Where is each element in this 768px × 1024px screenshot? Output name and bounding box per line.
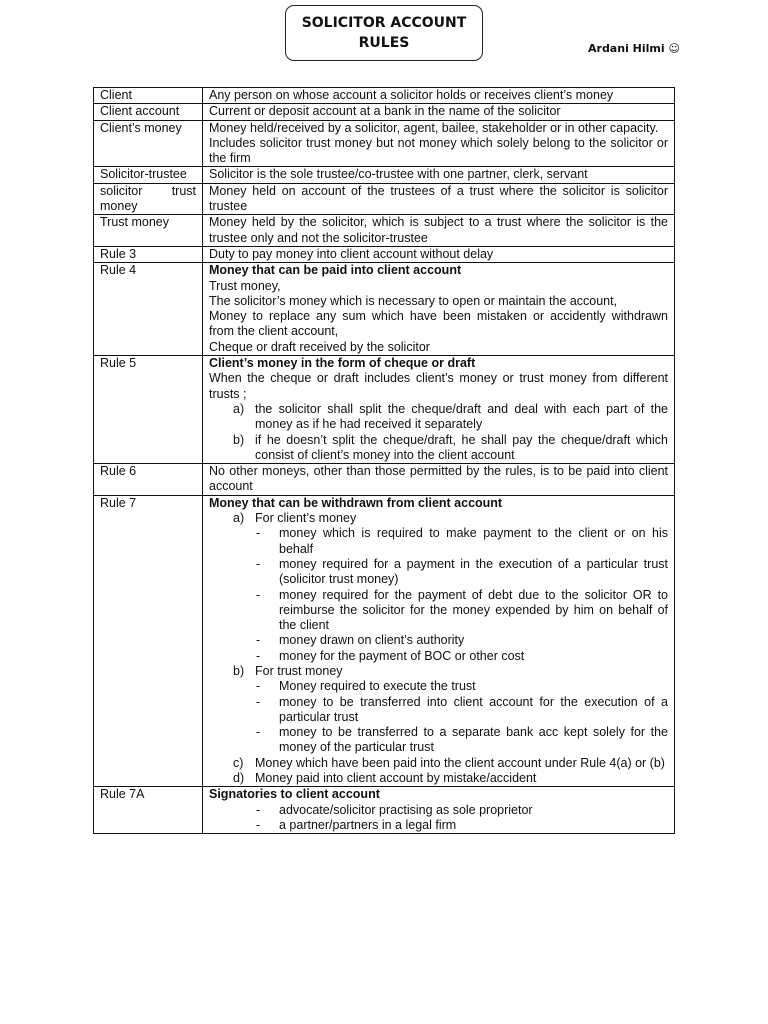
list-item [209,633,668,648]
list-item-text: money to be transferred to a separate bank acc kept solely for the money of the particular trust [279,725,668,755]
dash-marker: - [256,802,261,817]
list-item-text: For client’s money [255,511,357,526]
list-item-text: advocate/solicitor practising as sole proprietor [279,802,533,817]
dash-marker: - [256,556,261,571]
rule-heading: Signatories to client account [209,787,380,802]
definition-paragraph: Money to replace any sum which have been mistaken or accidently withdrawn from the client account, [209,309,668,339]
rule-heading: Client’s money in the form of cheque or draft [209,356,476,371]
term-cell: Rule 5 [94,356,203,464]
list-item [209,526,668,557]
definition-paragraph: The solicitor’s money which is necessary to open or maintain the account, [209,293,618,308]
dash-marker: - [256,817,261,832]
lettered-list [209,756,668,787]
definition-cell: Money held on account of the trustees of a trust where the solicitor is solicitor trustee [203,183,675,215]
dash-marker: - [256,633,261,648]
list-item-text: Money which have been paid into the client account under Rule 4(a) or (b) [255,755,665,770]
list-marker: a) [233,401,245,416]
list-item [209,402,668,433]
table-row [94,88,675,104]
list-item-text: the solicitor shall split the cheque/draft and deal with each part of the money as if he had received it separately [255,401,668,432]
definition-paragraph: Includes solicitor trust money but not money which solely belong to the solicitor or the firm [209,135,668,166]
list-item [209,557,668,588]
list-item-text: money for the payment of BOC or other cost [279,648,525,663]
list-item-text: Money paid into client account by mistake/accident [255,771,537,786]
author-name: Ardani Hilmi ☺ [588,42,680,55]
rule-heading: Money that can be withdrawn from client account [209,495,503,510]
list-item-text: money drawn on client’s authority [279,633,465,648]
dash-marker: - [256,694,261,709]
list-item [209,664,668,679]
table-row [94,120,675,167]
definition-paragraph: When the cheque or draft includes client’s money or trust money from different trusts ; [209,371,668,401]
rule-heading: Money that can be paid into client account [209,263,462,278]
list-item [209,818,668,833]
list-item [209,803,668,818]
list-item [209,695,668,726]
list-marker: b) [233,432,245,447]
term-cell: Rule 7 [94,495,203,787]
term-cell: Trust money [94,215,203,247]
list-marker: c) [233,755,244,770]
table-row [94,356,675,464]
definition-paragraph: Trust money, [209,278,281,293]
list-item-text: money to be transferred into client account for the execution of a particular trust [279,694,668,724]
title-box [285,5,483,61]
term-cell: Client’s money [94,120,203,167]
list-item [209,756,668,771]
table-row [94,464,675,496]
table-row [94,246,675,262]
table-row [94,215,675,247]
list-item [209,649,668,664]
list-item-text: if he doesn’t split the cheque/draft, he shall pay the cheque/draft which consist of client’s money into the client account [255,432,668,462]
dash-marker: - [256,648,261,663]
list-item [209,679,668,694]
term-cell: Client account [94,104,203,120]
definition-cell [203,120,675,167]
list-item-text: a partner/partners in a legal firm [279,817,457,832]
dash-list [209,679,668,755]
dash-list [209,803,668,834]
term-word: solicitor [100,183,143,198]
term-cell: Rule 4 [94,263,203,356]
list-item-text: For trust money [255,663,343,678]
term-cell: Rule 3 [94,246,203,262]
term-word: trust [171,183,196,198]
table-row [94,787,675,834]
rules-table [93,87,675,834]
table-row [94,263,675,356]
list-item-text: money required for the payment of debt due to the solicitor OR to reimburse the solicitor for the money expended by him on behalf of the client [279,587,668,633]
table-row [94,495,675,787]
term-cell: Rule 7A [94,787,203,834]
term-cell: Client [94,88,203,104]
dash-marker: - [256,725,261,740]
title-line-2: RULES [358,35,410,51]
list-item-text: money which is required to make payment to the client or on his behalf [279,526,668,556]
table-row [94,167,675,183]
dash-marker: - [256,587,261,602]
table-row [94,183,675,215]
dash-list [209,526,668,664]
dash-marker: - [256,679,261,694]
definition-cell [203,787,675,834]
definition-cell: Any person on whose account a solicitor holds or receives client’s money [203,88,675,104]
lettered-list [209,511,668,526]
list-item-text: Money required to execute the trust [279,679,476,694]
list-item [209,771,668,786]
list-item [209,433,668,464]
term-word: money [100,199,138,214]
term-cell: Rule 6 [94,464,203,496]
lettered-list [209,664,668,679]
definition-cell [203,263,675,356]
list-marker: a) [233,511,245,526]
list-item [209,725,668,756]
list-item [209,588,668,634]
definition-cell [203,495,675,787]
title-line-1: SOLICITOR ACCOUNT [301,15,467,31]
dash-marker: - [256,526,261,541]
definition-paragraph: Cheque or draft received by the solicitor [209,339,430,354]
definition-cell: Duty to pay money into client account without delay [203,246,675,262]
definition-cell: Money held by the solicitor, which is subject to a trust where the solicitor is the trustee only and not the solicitor-trustee [203,215,675,247]
definition-paragraph: Money held/received by a solicitor, agent, bailee, stakeholder or in other capacity. [209,120,659,135]
definition-cell: Solicitor is the sole trustee/co-trustee with one partner, clerk, servant [203,167,675,183]
definition-cell: No other moneys, other than those permitted by the rules, is to be paid into client account [203,464,675,496]
term-cell [94,183,203,215]
definition-cell: Current or deposit account at a bank in the name of the solicitor [203,104,675,120]
list-marker: b) [233,663,245,678]
term-line [100,184,196,199]
lettered-list [209,402,668,463]
table-row [94,104,675,120]
list-item-text: money required for a payment in the execution of a particular trust (solicitor trust money) [279,556,668,587]
definition-cell [203,356,675,464]
term-cell: Solicitor-trustee [94,167,203,183]
list-marker: d) [233,771,245,786]
list-item [209,511,668,526]
